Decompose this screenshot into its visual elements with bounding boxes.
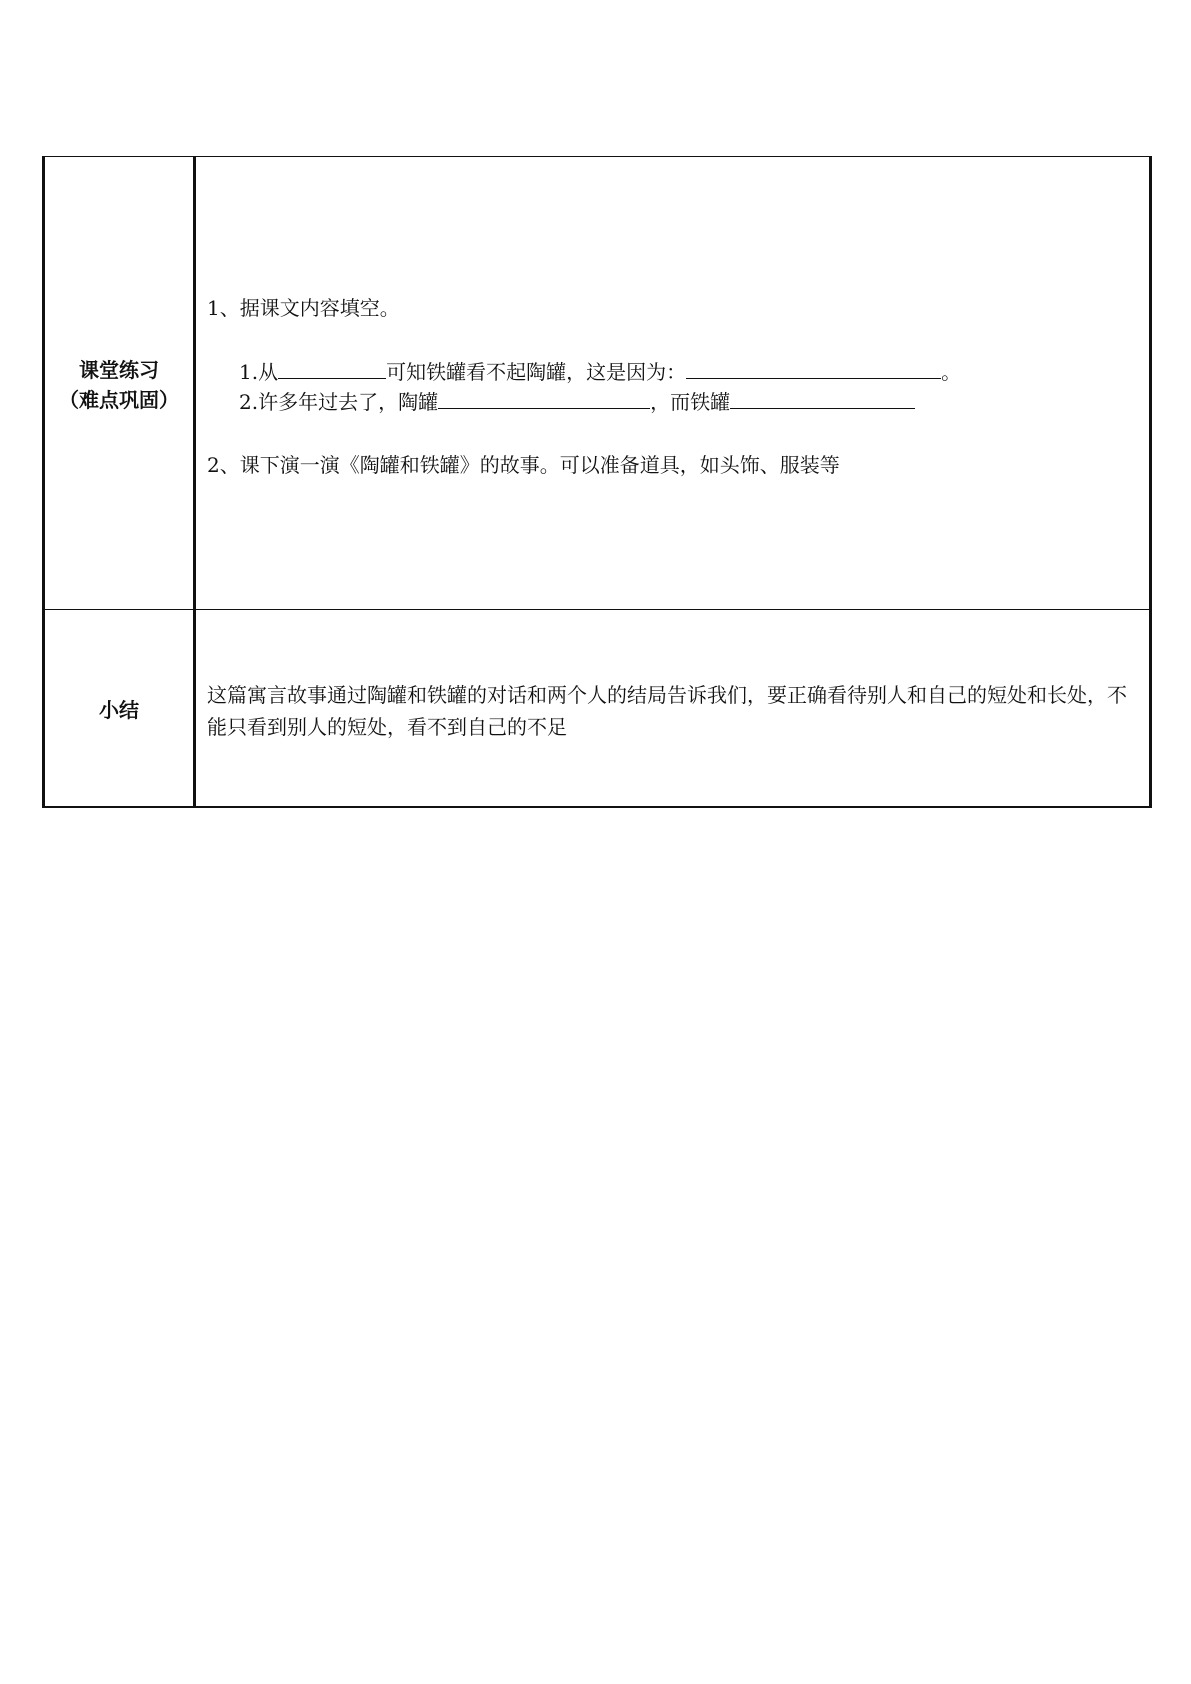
answer-blank[interactable] xyxy=(278,356,386,379)
fill-blank-item-2-prefix: 2.许多年过去了，陶罐 xyxy=(239,390,439,414)
fill-blank-item-2 xyxy=(239,386,1139,417)
summary-label: 小结 xyxy=(99,698,139,722)
answer-blank[interactable] xyxy=(438,386,650,409)
row-divider xyxy=(45,609,1149,610)
lesson-table xyxy=(42,156,1152,808)
answer-blank[interactable] xyxy=(730,386,915,409)
fill-blank-item-1-suffix: 。 xyxy=(941,360,962,384)
column-divider xyxy=(193,157,196,806)
fill-blank-item-1 xyxy=(239,356,1139,387)
practice-label-line2: （难点巩固） xyxy=(59,388,179,412)
practice-label-line1: 课堂练习 xyxy=(79,358,159,382)
question-1-title: 1、据课文内容填空。 xyxy=(207,296,400,320)
question-2-title: 2、课下演一演《陶罐和铁罐》的故事。可以准备道具，如头饰、服装等 xyxy=(207,453,840,477)
fill-blank-item-1-prefix: 1.从 xyxy=(239,360,279,384)
fill-blank-item-2-middle: ，而铁罐 xyxy=(650,390,731,414)
summary-text: 这篇寓言故事通过陶罐和铁罐的对话和两个人的结局告诉我们，要正确看待别人和自己的短处和长处，不能只看到别人的短处，看不到自己的不足 xyxy=(207,683,1127,739)
answer-blank[interactable] xyxy=(686,356,941,379)
practice-label xyxy=(45,355,193,415)
fill-blank-item-1-middle: 可知铁罐看不起陶罐，这是因为： xyxy=(386,360,687,384)
